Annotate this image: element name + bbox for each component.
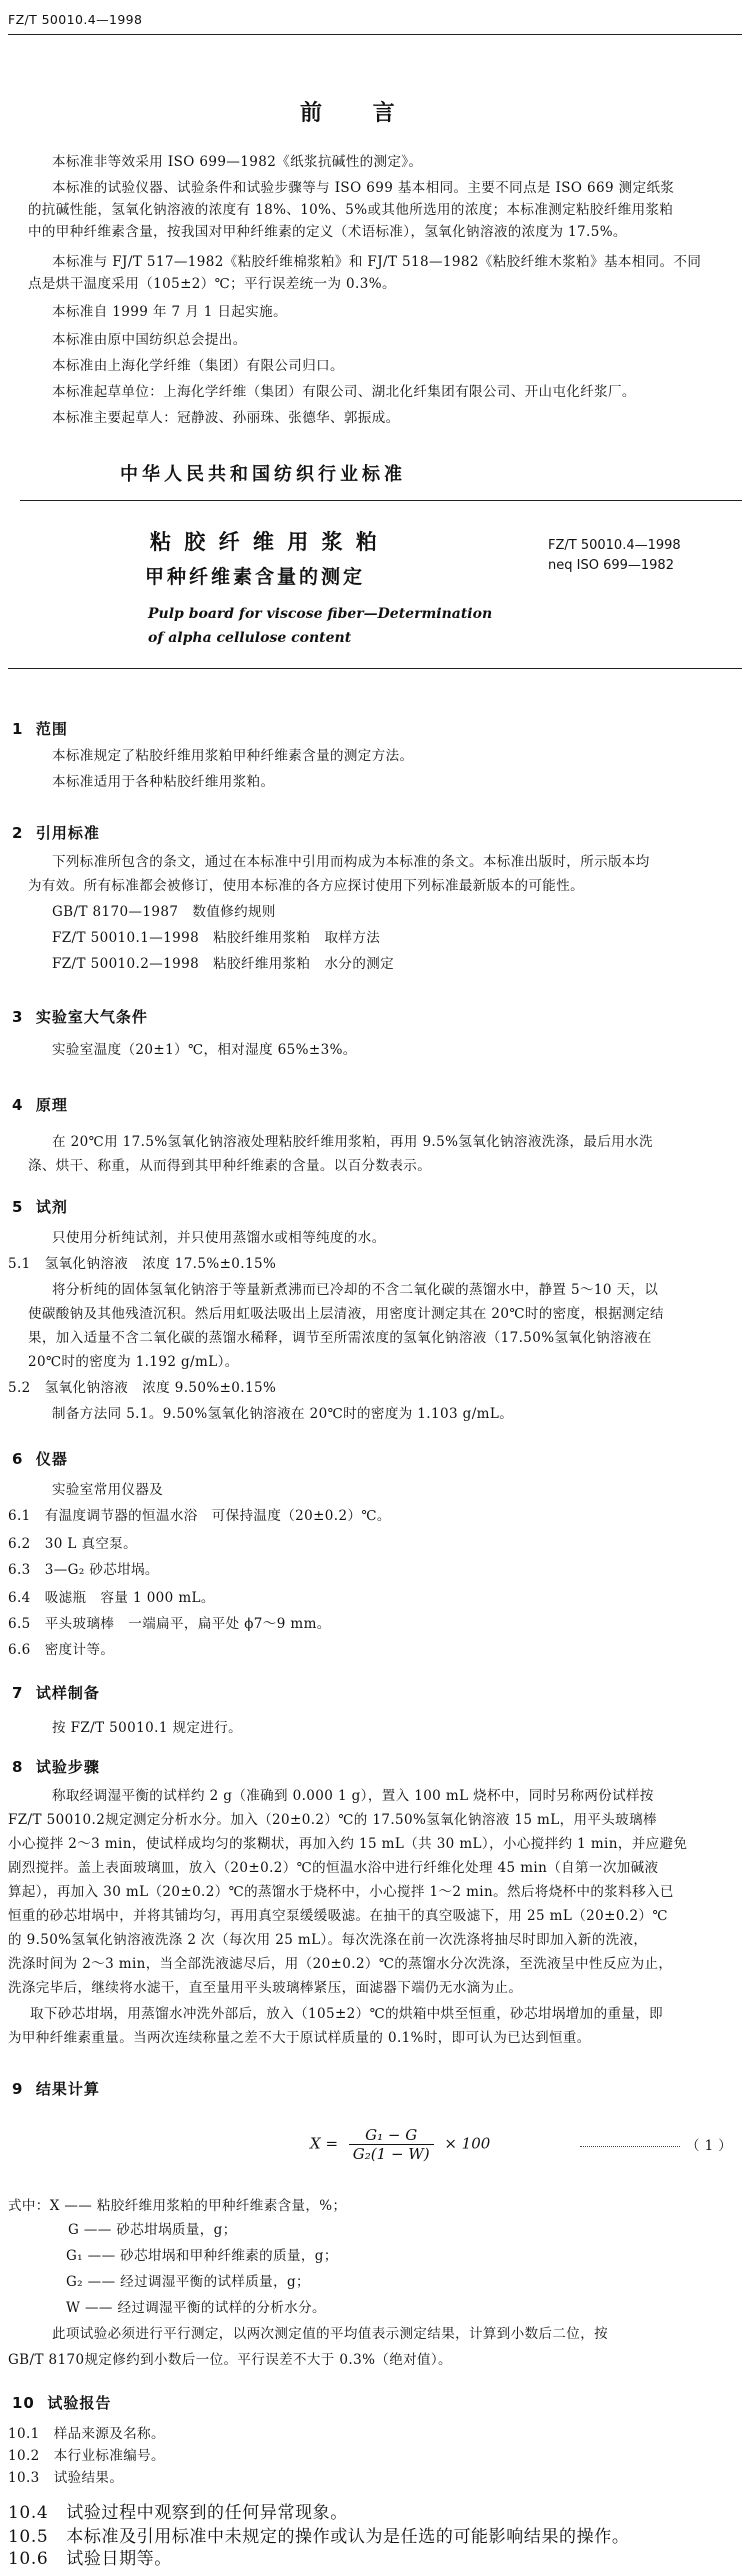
formula-fraction — [349, 2126, 434, 2163]
foreword-para: 本标准由上海化学纤维（集团）有限公司归口。 — [52, 358, 344, 374]
header-std-code: FZ/T 50010.4—1998 — [8, 12, 143, 27]
section-2-line: GB/T 8170—1987 数值修约规则 — [52, 904, 276, 920]
section-5-line: 制备方法同 5.1。9.50%氢氧化钠溶液在 20℃时的密度为 1.103 g/mL。 — [52, 1406, 514, 1422]
report-item: 10.5 本标准及引用标准中未规定的操作或认为是任选的可能影响结果的操作。 — [8, 2527, 630, 2547]
section-5-line: 20℃时的密度为 1.192 g/mL）。 — [28, 1354, 239, 1370]
section-6-line: 6.4 吸滤瓶 容量 1 000 mL。 — [8, 1590, 215, 1606]
section-2-line: 下列标准所包含的条文，通过在本标准中引用而构成为本标准的条文。本标准出版时，所示版本均 — [52, 854, 650, 870]
doc-neq: neq ISO 699—1982 — [548, 558, 674, 573]
section-8-line: 洗涤完毕后，继续将水滤干，直至量用平头玻璃棒紧压，面滤器下端仍无水滴为止。 — [8, 1980, 523, 1996]
section-6-line: 6.1 有温度调节器的恒温水浴 可保持温度（20±0.2）℃。 — [8, 1508, 391, 1524]
doc-title-en-line1: Pulp board for viscose fiber—Determination — [148, 606, 493, 622]
section-4-line: 在 20℃用 17.5%氢氧化钠溶液处理粘胶纤维用浆粕，再用 9.5%氢氧化钠溶液洗涤，最后用水洗 — [52, 1134, 653, 1150]
section-5-line: 使碳酸钠及其他残渣沉积。然后用虹吸法吸出上层清液，用密度计测定其在 20℃时的密度，根据测定结 — [28, 1306, 664, 1322]
section-8-line: 取下砂芯坩埚，用蒸馏水冲洗外部后，放入（105±2）℃的烘箱中烘至恒重，砂芯坩埚增加的重量，即 — [30, 2006, 664, 2022]
section-9-line: 此项试验必须进行平行测定，以两次测定值的平均值表示测定结果，计算到小数后二位，按 — [52, 2326, 608, 2342]
result-formula — [310, 2126, 490, 2163]
foreword-para: 本标准起草单位：上海化学纤维（集团）有限公司、湖北化纤集团有限公司、开山屯化纤浆厂。 — [52, 384, 636, 400]
report-item: 10.1 样品来源及名称。 — [8, 2426, 165, 2442]
formula-denominator: G₂(1 − W) — [352, 2145, 430, 2163]
report-item: 10.6 试验日期等。 — [8, 2549, 172, 2569]
section-1-heading: 1 范围 — [12, 720, 68, 738]
doc-title-en-line2: of alpha cellulose content — [148, 630, 352, 646]
title-rule-top — [20, 500, 742, 501]
foreword-para: 本标准的试验仪器、试验条件和试验步骤等与 ISO 699 基本相同。主要不同点是 ISO 669 测定纸浆 — [52, 180, 675, 196]
section-5-line: 5.1 氢氧化钠溶液 浓度 17.5%±0.15% — [8, 1256, 277, 1272]
section-8-line: 为甲种纤维素重量。当两次连续称量之差不大于原试样质量的 0.1%时，即可认为已达到恒重。 — [8, 2030, 591, 2046]
section-3-heading: 3 实验室大气条件 — [12, 1008, 148, 1026]
section-9-line: G₂ —— 经过调湿平衡的试样质量，g； — [66, 2274, 310, 2290]
section-7-line: 按 FZ/T 50010.1 规定进行。 — [52, 1720, 242, 1736]
section-2-heading: 2 引用标准 — [12, 824, 100, 842]
section-6-line: 6.5 平头玻璃棒 一端扁平，扁平处 ϕ7～9 mm。 — [8, 1616, 331, 1632]
foreword-para: 本标准主要起草人：冠静波、孙丽珠、张德华、郭振成。 — [52, 410, 400, 426]
section-2-line: FZ/T 50010.1—1998 粘胶纤维用浆粕 取样方法 — [52, 930, 381, 946]
doc-code: FZ/T 50010.4—1998 — [548, 538, 681, 553]
section-3-line: 实验室温度（20±1）℃，相对湿度 65%±3%。 — [52, 1042, 357, 1058]
section-5-line: 只使用分析纯试剂，并只使用蒸馏水或相等纯度的水。 — [52, 1230, 386, 1246]
formula-lhs: X = — [310, 2134, 339, 2153]
section-5-line: 果，加入适量不含二氧化碳的蒸馏水稀释，调节至所需浓度的氢氧化钠溶液（17.50%氢氧化钠溶液在 — [28, 1330, 652, 1346]
section-8-line: 小心搅拌 2～3 min，使试样成均匀的浆糊状，再加入约 15 mL（共 30 mL），小心搅拌约 1 min，并应避免 — [8, 1836, 688, 1852]
section-1-line: 本标准适用于各种粘胶纤维用浆粕。 — [52, 774, 275, 790]
doc-title-line2: 甲种纤维素含量的测定 — [145, 566, 366, 588]
section-8-line: 称取经调湿平衡的试样约 2 g（准确到 0.000 1 g），置入 100 mL 烧杯中，同时另称两份试样按 — [52, 1788, 654, 1804]
section-7-heading: 7 试样制备 — [12, 1684, 100, 1702]
section-9-line: G —— 砂芯坩埚质量，g； — [68, 2222, 237, 2238]
section-8-heading: 8 试验步骤 — [12, 1758, 100, 1776]
section-5-heading: 5 试剂 — [12, 1198, 68, 1216]
report-item: 10.4 试验过程中观察到的任何异常现象。 — [8, 2503, 348, 2523]
doc-title-line1: 粘 胶 纤 维 用 浆 粕 — [150, 530, 380, 554]
section-6-line: 6.3 3—G₂ 砂芯坩埚。 — [8, 1562, 159, 1578]
section-6-heading: 6 仪器 — [12, 1450, 68, 1468]
section-4-line: 涤、烘干、称重，从而得到其甲种纤维素的含量。以百分数表示。 — [28, 1158, 432, 1174]
section-9-heading: 9 结果计算 — [12, 2080, 100, 2098]
foreword-para: 本标准与 FJ/T 517—1982《粘胶纤维棉浆粕》和 FJ/T 518—1982《粘胶纤维木浆粕》基本相同。不同 — [52, 254, 702, 270]
section-5-line: 5.2 氢氧化钠溶液 浓度 9.50%±0.15% — [8, 1380, 277, 1396]
section-9-line: GB/T 8170规定修约到小数后一位。平行误差不大于 0.3%（绝对值）。 — [8, 2352, 452, 2368]
section-9-line: W —— 经过调湿平衡的试样的分析水分。 — [66, 2300, 326, 2316]
foreword-para: 点是烘干温度采用（105±2）℃；平行误差统一为 0.3%。 — [28, 276, 396, 292]
section-2-line: 为有效。所有标准都会被修订，使用本标准的各方应探讨使用下列标准最新版本的可能性。 — [28, 878, 584, 894]
foreword-para: 本标准非等效采用 ISO 699—1982《纸浆抗碱性的测定》。 — [52, 154, 423, 170]
section-5-line: 将分析纯的固体氢氧化钠溶于等量新煮沸而已冷却的不含二氧化碳的蒸馏水中，静置 5～10 天，以 — [52, 1282, 659, 1298]
header-rule — [8, 34, 742, 35]
section-4-heading: 4 原理 — [12, 1096, 68, 1114]
report-item: 10.3 试验结果。 — [8, 2470, 124, 2486]
foreword-para: 的抗碱性能，氢氧化钠溶液的浓度有 18%、10%、5%或其他所选用的浓度；本标准测定粘胶纤维用浆粕 — [28, 202, 674, 218]
section-9-line: 式中：X —— 粘胶纤维用浆粕的甲种纤维素含量，%； — [8, 2198, 347, 2214]
title-rule-bottom — [8, 668, 742, 669]
section-1-line: 本标准规定了粘胶纤维用浆粕甲种纤维素含量的测定方法。 — [52, 748, 414, 764]
section-6-line: 实验室常用仪器及 — [52, 1482, 164, 1498]
formula-tail: × 100 — [444, 2134, 491, 2153]
foreword-para: 本标准自 1999 年 7 月 1 日起实施。 — [52, 304, 287, 320]
section-8-line: 剧烈搅拌。盖上表面玻璃皿，放入（20±0.2）℃的恒温水浴中进行纤维化处理 45 min（自第一次加碱液 — [8, 1860, 659, 1876]
foreword-para: 中的甲种纤维素含量，按我国对甲种纤维素的定义（术语标准），氢氧化钠溶液的浓度为 17.5%。 — [28, 224, 627, 240]
section-6-line: 6.2 30 L 真空泵。 — [8, 1536, 138, 1552]
section-8-line: FZ/T 50010.2规定测定分析水分。加入（20±0.2）℃的 17.50%氢氧化钠溶液 15 mL，用平头玻璃棒 — [8, 1812, 657, 1828]
standard-org: 中华人民共和国纺织行业标准 — [120, 464, 406, 485]
section-8-line: 算起），再加入 30 mL（20±0.2）℃的蒸馏水于烧杯中，小心搅拌 1～2 min。然后将烧杯中的浆料移入已 — [8, 1884, 674, 1900]
formula-numerator: G₁ − G — [349, 2126, 434, 2145]
formula-eq-number: （ 1 ） — [686, 2138, 733, 2154]
section-10-heading: 10 试验报告 — [12, 2394, 112, 2412]
section-6-line: 6.6 密度计等。 — [8, 1642, 115, 1658]
section-9-line: G₁ —— 砂芯坩埚和甲种纤维素的质量，g； — [66, 2248, 338, 2264]
section-8-line: 恒重的砂芯坩埚中，并将其铺均匀，再用真空泵缓缓吸滤。在抽干的真空吸滤下，用 25 mL（20±0.2）℃ — [8, 1908, 668, 1924]
foreword-title: 前 言 — [300, 101, 399, 126]
section-8-line: 的 9.50%氢氧化钠溶液洗涤 2 次（每次用 25 mL）。每次洗涤在前一次洗涤将抽尽时即加入新的洗液， — [8, 1932, 648, 1948]
formula-leader-dots — [580, 2146, 680, 2147]
section-8-line: 洗涤时间为 2～3 min，当全部洗液滤尽后，用（20±0.2）℃的蒸馏水分次洗涤，至洗液呈中性反应为止， — [8, 1956, 673, 1972]
report-item: 10.2 本行业标准编号。 — [8, 2448, 165, 2464]
foreword-para: 本标准由原中国纺织总会提出。 — [52, 332, 247, 348]
section-2-line: FZ/T 50010.2—1998 粘胶纤维用浆粕 水分的测定 — [52, 956, 395, 972]
